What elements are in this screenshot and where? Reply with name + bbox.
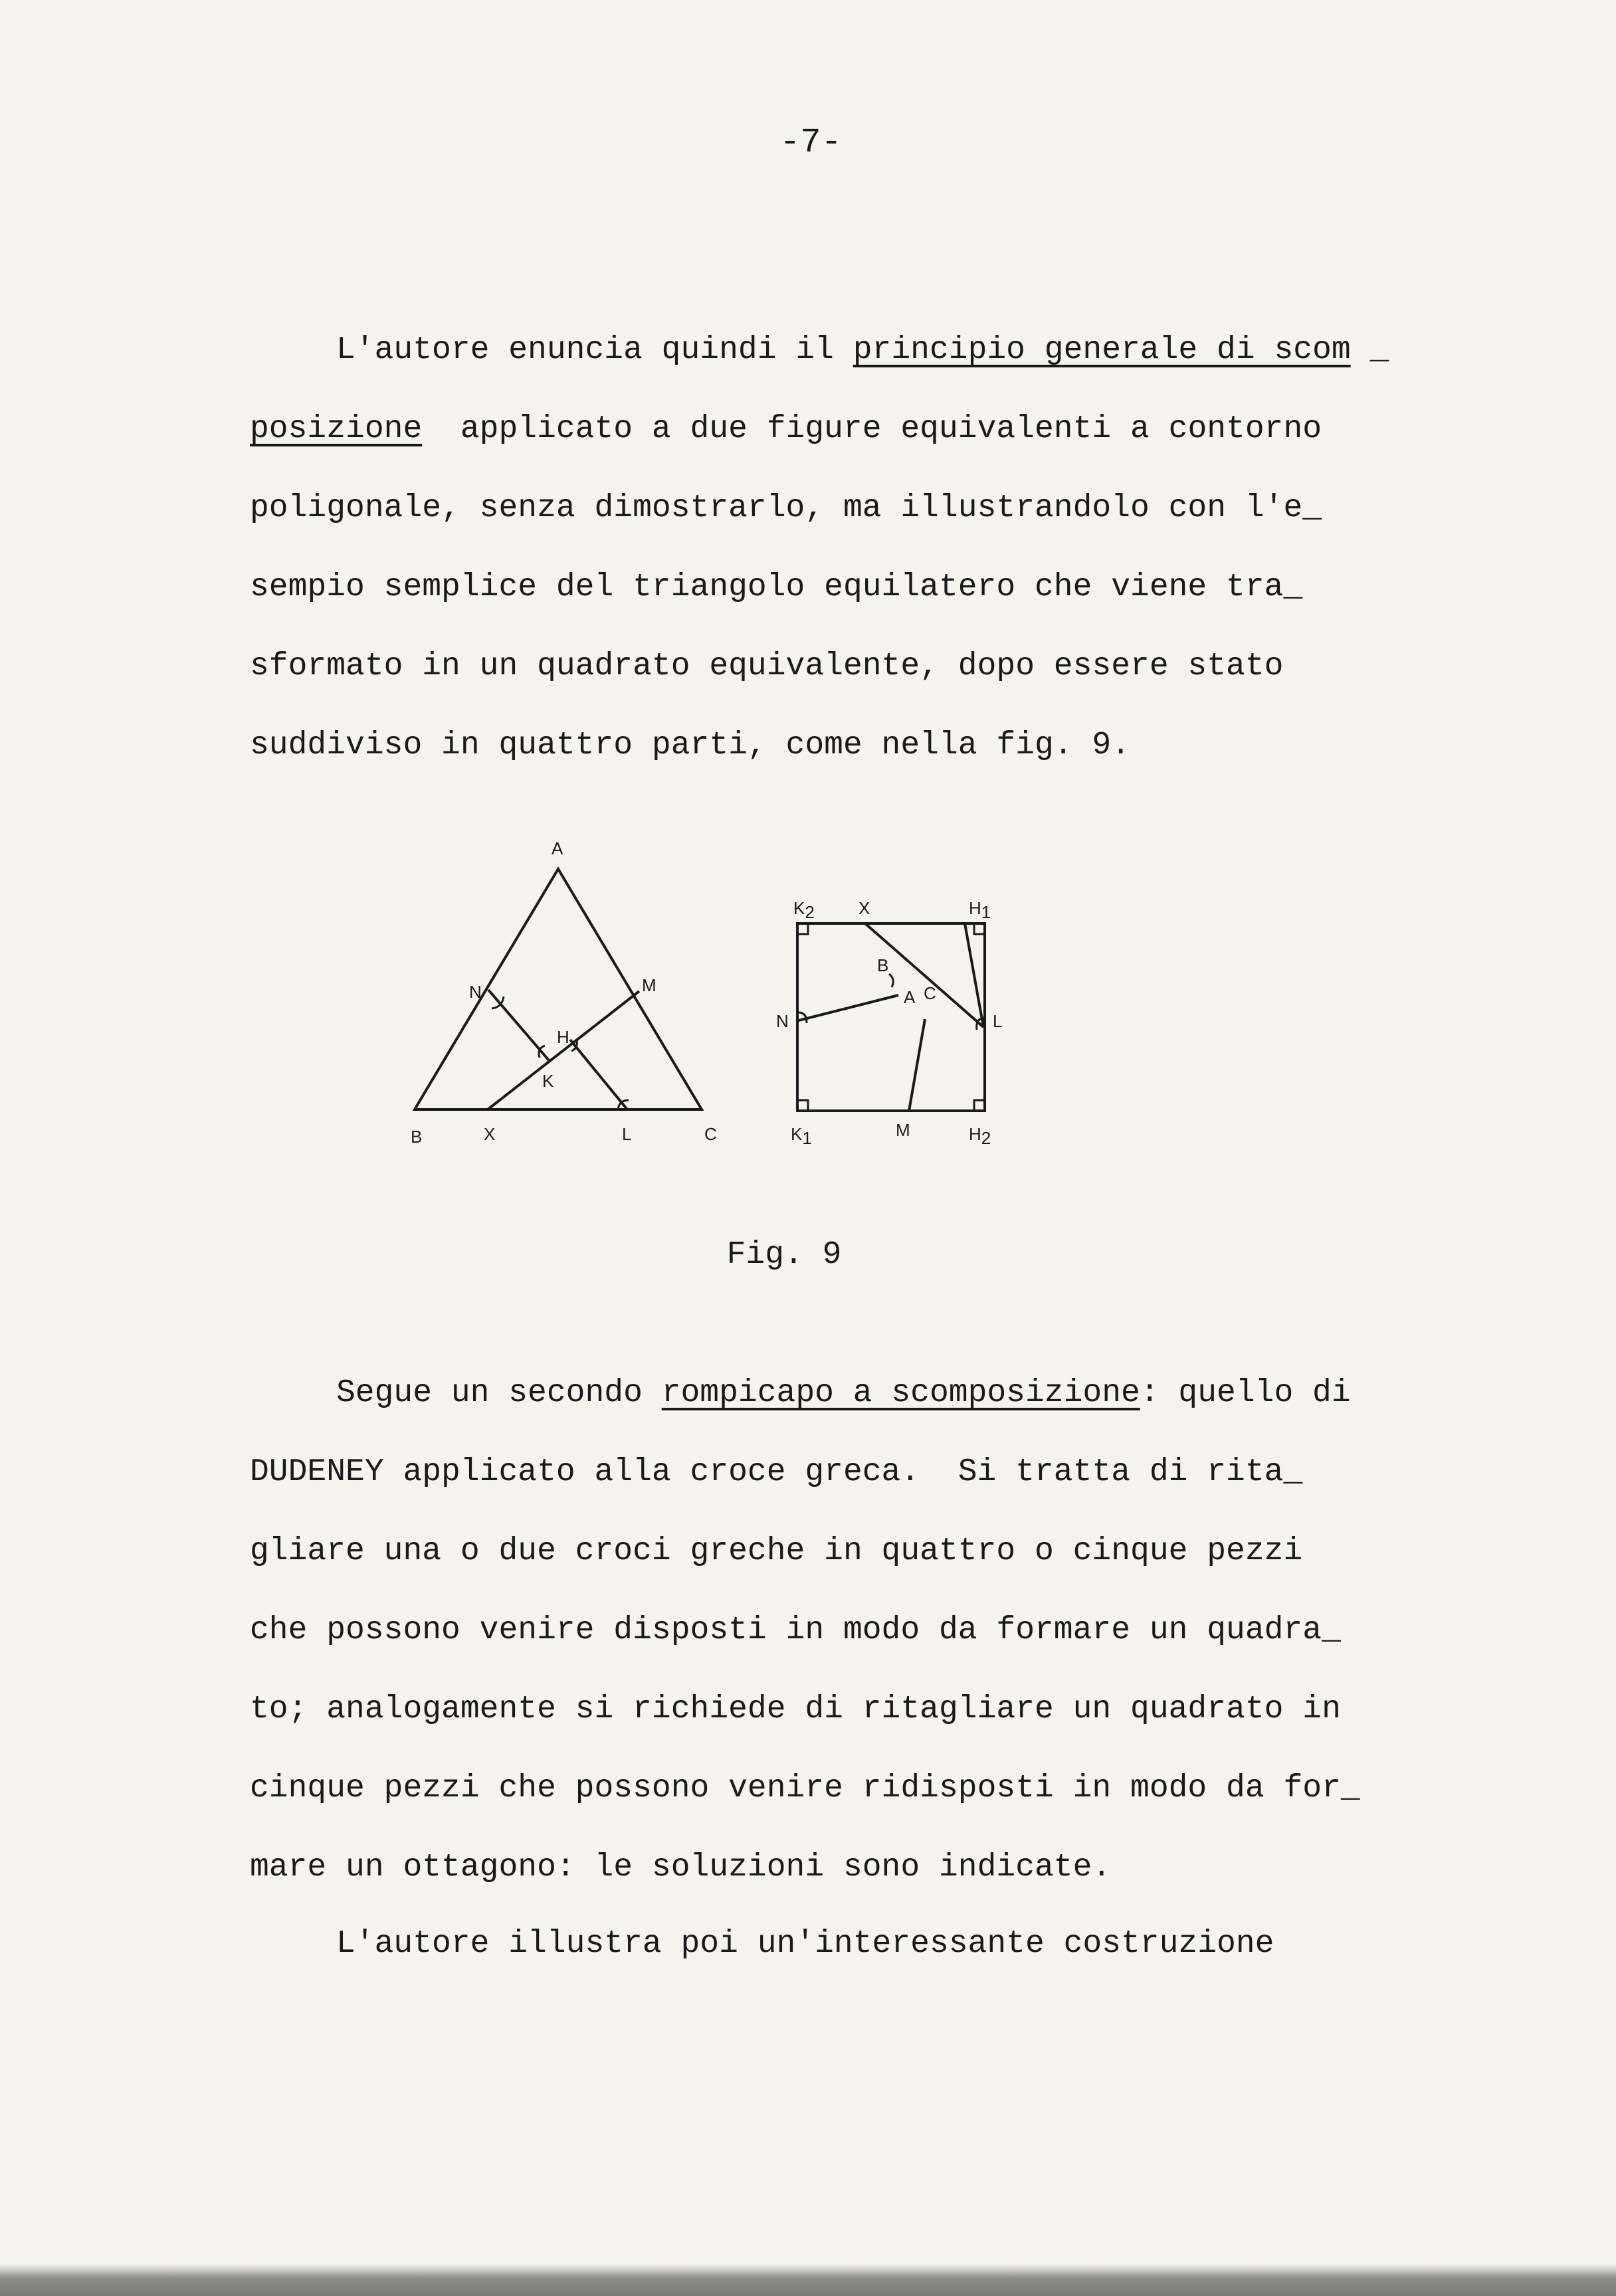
- square-cut-xl: [865, 923, 983, 1027]
- corner-mark-h1: [974, 925, 983, 934]
- text-line: gliare una o due croci greche in quattro o cinque pezzi: [250, 1533, 1303, 1569]
- label-l-square: L: [993, 1011, 1003, 1031]
- text-line: che possono venire disposti in modo da formare un quadra_: [250, 1612, 1341, 1648]
- paragraph-3: [250, 1905, 1446, 1984]
- text-line: to; analogamente si richiede di ritagliare un quadrato in: [250, 1691, 1341, 1727]
- label-k: K: [542, 1071, 554, 1091]
- underlined-phrase: principio generale di scom: [853, 332, 1351, 368]
- label-b: B: [411, 1127, 423, 1147]
- page-number: -7-: [779, 123, 842, 162]
- square-outline: [797, 923, 985, 1111]
- text-line: posizione applicato a due figure equivalenti a contorno: [250, 411, 1322, 447]
- angle-mark-b: [889, 974, 893, 987]
- label-x-square: X: [858, 898, 870, 918]
- text-line: sformato in un quadrato equivalente, dopo essere stato: [250, 648, 1284, 684]
- label-c: C: [704, 1124, 717, 1144]
- label-x: X: [484, 1124, 496, 1144]
- label-h: H: [557, 1027, 569, 1047]
- label-a: A: [552, 838, 563, 858]
- text-line: cinque pezzi che possono venire ridisposti in modo da for_: [250, 1770, 1360, 1806]
- text-line: suddiviso in quattro parti, come nella fig. 9.: [250, 727, 1131, 763]
- label-k2: K2: [793, 898, 815, 922]
- label-m-square: M: [896, 1120, 910, 1140]
- corner-mark-h2: [974, 1100, 983, 1109]
- figure-9: [392, 824, 1070, 1169]
- triangle-cut-xm: [488, 991, 639, 1109]
- label-b-square: B: [877, 955, 889, 975]
- triangle-outline: [415, 869, 702, 1109]
- scan-bottom-edge: [0, 2264, 1616, 2296]
- label-k1: K1: [791, 1124, 812, 1148]
- label-h2: H2: [969, 1124, 991, 1148]
- corner-mark-k2: [799, 925, 808, 934]
- label-a-square: A: [904, 987, 916, 1007]
- text-line: poligonale, senza dimostrarlo, ma illustrandolo con l'e_: [250, 490, 1322, 526]
- square-cut-m: [909, 1019, 925, 1111]
- underlined-phrase: rompicapo a scomposizione: [661, 1375, 1140, 1411]
- text-line: L'autore enuncia quindi il principio generale di scom _: [336, 332, 1389, 368]
- text-line: Segue un secondo rompicapo a scomposizione: quello di: [336, 1375, 1351, 1411]
- square-cut-nb: [799, 995, 898, 1020]
- paragraph-2: [250, 1354, 1446, 1907]
- label-h1: H1: [969, 898, 991, 922]
- figure-9-drawing: [392, 824, 1070, 1169]
- text-line: sempio semplice del triangolo equilatero che viene tra_: [250, 569, 1303, 605]
- text-line: DUDENEY applicato alla croce greca. Si tratta di rita_: [250, 1454, 1303, 1490]
- label-l: L: [622, 1124, 632, 1144]
- label-c-square: C: [924, 983, 936, 1003]
- figure-caption: Fig. 9: [726, 1237, 842, 1273]
- underlined-phrase: posizione: [250, 411, 423, 447]
- label-n: N: [469, 982, 482, 1002]
- label-m: M: [642, 975, 656, 995]
- paragraph-1: [250, 311, 1446, 785]
- corner-mark-k1: [799, 1100, 808, 1109]
- triangle-cut-hl: [570, 1040, 627, 1109]
- label-n-square: N: [776, 1011, 789, 1031]
- text-line: mare un ottagono: le soluzioni sono indicate.: [250, 1850, 1112, 1885]
- text-line: L'autore illustra poi un'interessante costruzione: [336, 1926, 1274, 1962]
